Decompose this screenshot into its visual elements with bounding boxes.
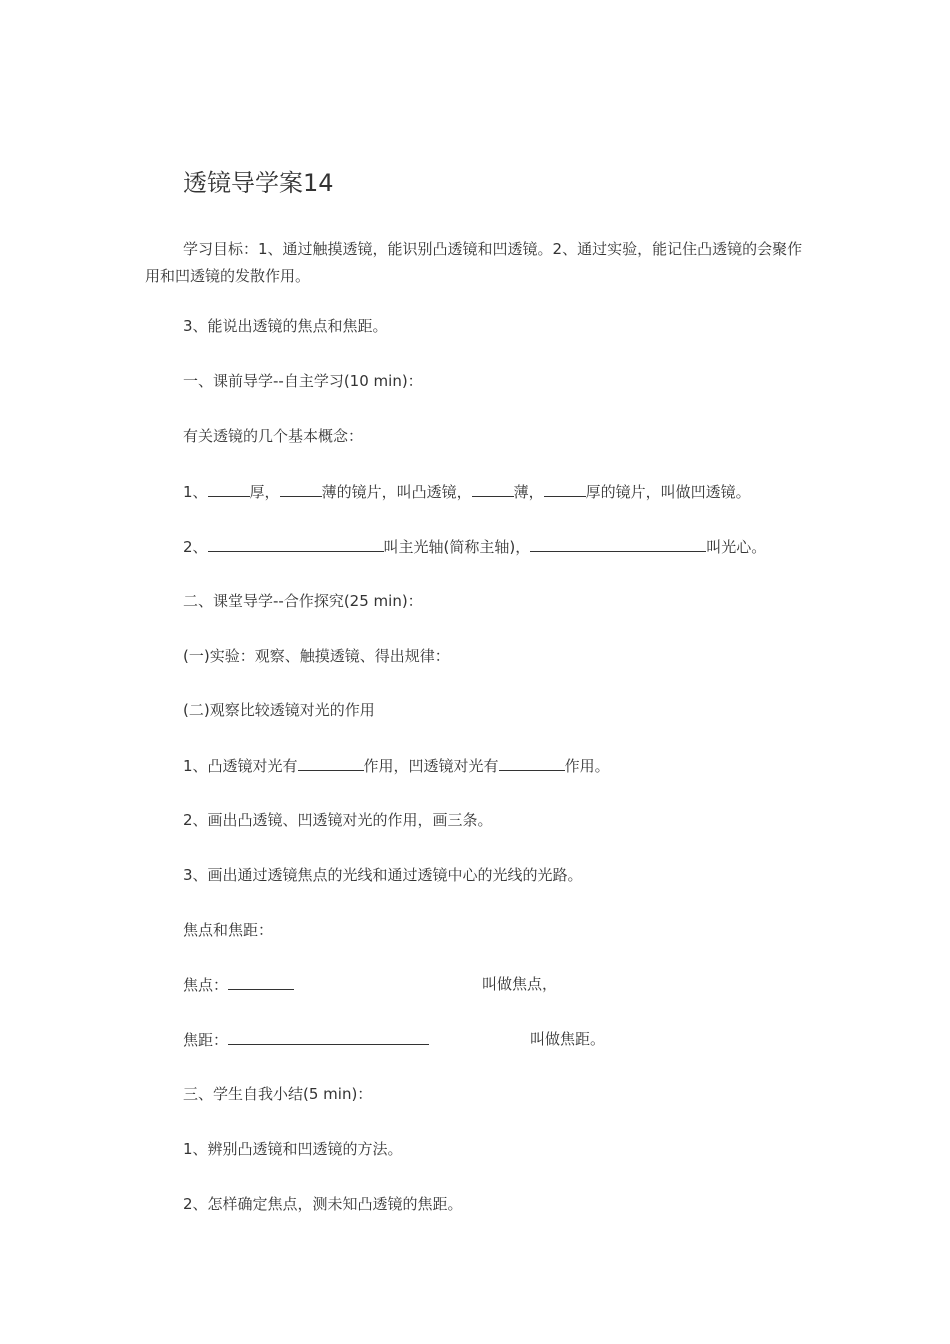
concepts-heading: 有关透镜的几个基本概念：: [183, 427, 364, 445]
question-2-text-a: 叫主光轴(简称主轴)，: [383, 538, 531, 556]
focal-length-label: 焦距：: [183, 1031, 229, 1049]
question-1-text-b: 薄的镜片，叫凸透镜，: [321, 483, 472, 501]
experiment-2: (二)观察比较透镜对光的作用: [183, 701, 375, 719]
learning-objective: 学习目标：1、通过触摸透镜，能识别凸透镜和凹透镜。2、通过实验，能记住凸透镜的会聚作用和凹透镜的发散作用。: [145, 240, 803, 285]
focus-heading: 焦点和焦距：: [183, 921, 274, 939]
question-1: [183, 481, 751, 502]
objective-item-3: 3、能说出透镜的焦点和焦距。: [183, 317, 388, 335]
question-1-text-c: 薄，: [513, 483, 544, 501]
question-2-text-b: 叫光心。: [706, 538, 767, 556]
section-2-heading: 二、课堂导学--合作探究(25 min)：: [183, 592, 423, 610]
question-2: [183, 536, 766, 557]
fill-blank[interactable]: [228, 1029, 429, 1045]
focal-length-suffix: 叫做焦距。: [530, 1030, 606, 1048]
question-2-prefix: 2、: [183, 538, 208, 556]
item-2: 2、画出凸透镜、凹透镜对光的作用，画三条。: [183, 811, 493, 829]
item-3: 3、画出通过透镜焦点的光线和通过透镜中心的光线的光路。: [183, 866, 583, 884]
item-1-text-c: 作用。: [564, 757, 610, 775]
question-1-prefix: 1、: [183, 483, 208, 501]
focal-length-line: [183, 1029, 429, 1050]
focus-label: 焦点：: [183, 976, 229, 994]
fill-blank[interactable]: [280, 481, 322, 497]
item-1-text-a: 1、凸透镜对光有: [183, 757, 298, 775]
summary-1: 1、辨别凸透镜和凹透镜的方法。: [183, 1140, 403, 1158]
focus-line: [183, 974, 294, 995]
section-1-heading: 一、课前导学--自主学习(10 min)：: [183, 372, 423, 390]
question-1-text-a: 厚，: [249, 483, 280, 501]
question-1-text-d: 厚的镜片，叫做凹透镜。: [585, 483, 751, 501]
fill-blank[interactable]: [472, 481, 514, 497]
fill-blank[interactable]: [530, 536, 706, 552]
item-1: [183, 755, 610, 776]
fill-blank[interactable]: [544, 481, 586, 497]
focus-suffix: 叫做焦点，: [482, 975, 558, 993]
section-3-heading: 三、学生自我小结(5 min)：: [183, 1085, 373, 1103]
fill-blank[interactable]: [228, 974, 294, 990]
experiment-1: (一)实验：观察、触摸透镜、得出规律：: [183, 647, 450, 665]
fill-blank[interactable]: [499, 755, 565, 771]
fill-blank[interactable]: [208, 481, 250, 497]
summary-2: 2、怎样确定焦点，测未知凸透镜的焦距。: [183, 1195, 463, 1213]
fill-blank[interactable]: [298, 755, 364, 771]
fill-blank[interactable]: [208, 536, 384, 552]
document-title: 透镜导学案14: [183, 169, 334, 197]
item-1-text-b: 作用，凹透镜对光有: [363, 757, 499, 775]
